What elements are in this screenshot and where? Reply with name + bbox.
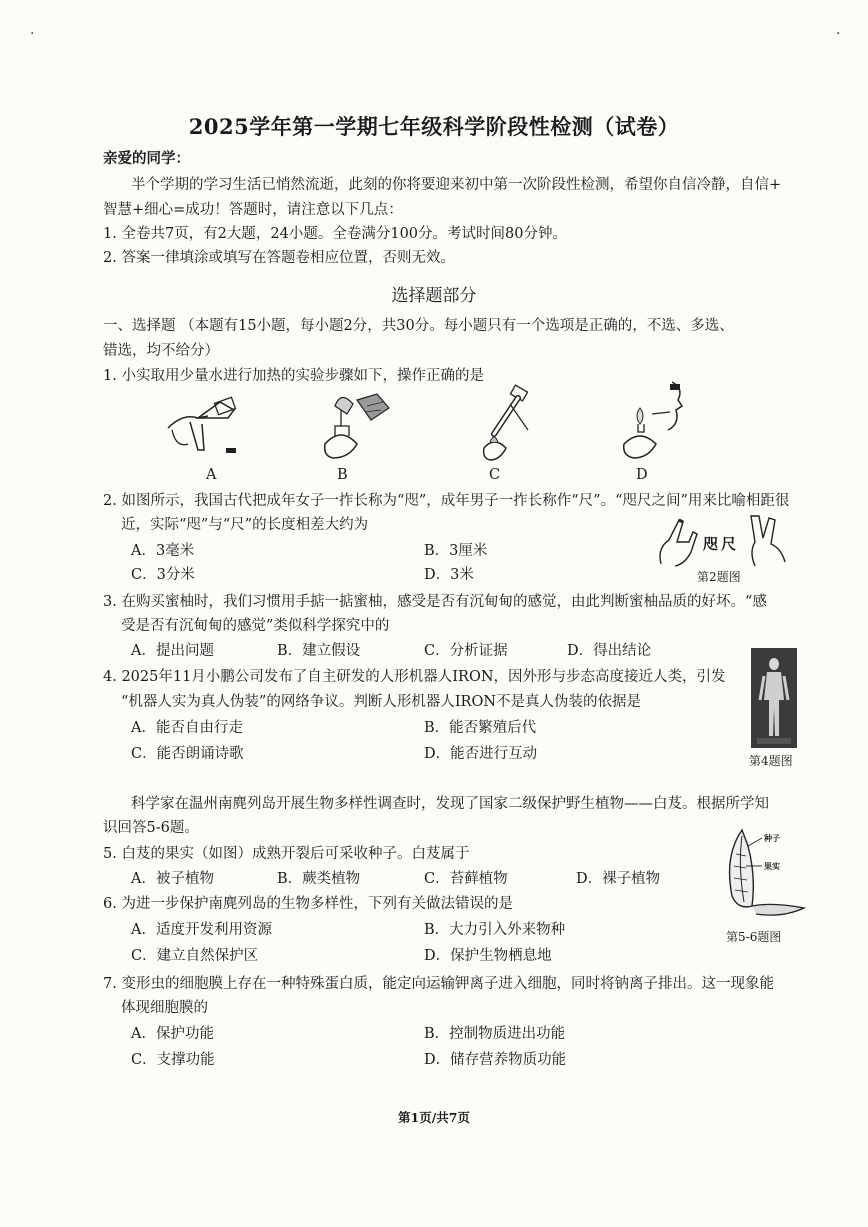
exam-title: 2025学年第一学期七年级科学阶段性检测（试卷） (188, 114, 680, 139)
q3-option-d: D．得出结论 (567, 643, 652, 659)
greeting: 亲爱的同学： (103, 150, 190, 167)
q7-option-a: A．保护功能 (131, 1026, 214, 1042)
q5-plant-figure (712, 826, 810, 924)
q2-stem-line-1: 2. 如图所示，我国古代把成年女子一拃长称为“咫”，成年男子一拃长称作“尺”。“咫尺之间”用来比喻相距很 (103, 493, 790, 509)
q5-option-a: A．被子植物 (131, 871, 214, 887)
q7-stem-line-2: 体现细胞膜的 (121, 1000, 208, 1016)
q2-option-a: A．3毫米 (131, 543, 195, 559)
q5-option-d: D．裸子植物 (576, 871, 661, 887)
q5-label-fruit: 果实 (764, 861, 780, 871)
q4-robot-photo (751, 648, 797, 748)
section-title: 选择题部分 (391, 286, 477, 306)
q4-caption: 第4题图 (749, 754, 793, 768)
q1-figure-a (158, 388, 250, 460)
q3-option-a: A．提出问题 (131, 643, 214, 659)
q5-option-b: B．蕨类植物 (277, 871, 361, 887)
q6-stem: 6. 为进一步保护南麂列岛的生物多样性，下列有关做法错误的是 (103, 896, 513, 912)
q3-option-b: B．建立假设 (277, 643, 361, 659)
q4-option-a: A．能否自由行走 (131, 720, 243, 736)
q5-stem: 5. 白芨的果实（如图）成熟开裂后可采收种子。白芨属于 (103, 846, 470, 862)
q5-6-caption: 第5-6题图 (726, 930, 782, 944)
intro-line-2: 智慧+细心=成功！答题时，请注意以下几点： (103, 202, 403, 218)
q6-option-c: C．建立自然保护区 (131, 948, 259, 964)
q4-stem-line-2: “机器人实为真人伪装”的网络争议。判断人形机器人IRON不是真人伪装的依据是 (121, 694, 642, 710)
q3-option-c: C．分析证据 (424, 643, 508, 659)
q2-option-d: D．3米 (424, 567, 474, 583)
q1-label-b: B (337, 467, 348, 483)
q7-option-d: D．储存营养物质功能 (424, 1052, 567, 1068)
scan-mark-right: · (836, 26, 841, 42)
q1-figure-d (608, 378, 688, 462)
q5-label-seed: 种子 (764, 833, 780, 843)
q4-stem-line-1: 4. 2025年11月小鹏公司发布了自主研发的人形机器人IRON，因外形与步态高度接近人类，引发 (103, 669, 726, 685)
q1-label-a: A (206, 467, 217, 483)
q6-option-a: A．适度开发利用资源 (131, 922, 272, 938)
q2-stem-line-2: 近，实际“咫”与“尺”的长度相差大约为 (121, 517, 369, 533)
q1-label-c: C (489, 467, 501, 483)
q7-option-b: B．控制物质进出功能 (424, 1026, 566, 1042)
q1-label-d: D (636, 467, 648, 483)
part-header-line-1: 一、选择题 （本题有15小题，每小题2分，共30分。每小题只有一个选项是正确的，不选、多选、 (103, 318, 734, 334)
q4-option-b: B．能否繁殖后代 (424, 720, 537, 736)
page-footer: 第1页/共7页 (398, 1110, 470, 1125)
intro-line-1: 半个学期的学习生活已悄然流逝，此刻的你将要迎来初中第一次阶段性检测，希望你自信冷静，自信+ (131, 177, 782, 193)
note-1: 1. 全卷共7页，有2大题，24小题。全卷满分100分。考试时间80分钟。 (103, 226, 567, 242)
q6-option-d: D．保护生物栖息地 (424, 948, 552, 964)
q3-stem-line-1: 3. 在购买蜜柚时，我们习惯用手掂一掂蜜柚，感受是否有沉甸甸的感觉，由此判断蜜柚品质的好坏。“感 (103, 594, 767, 610)
context-line-2: 识回答5-6题。 (103, 820, 199, 836)
context-line-1: 科学家在温州南麂列岛开展生物多样性调查时，发现了国家二级保护野生植物——白芨。根据所学知 (131, 796, 769, 812)
q1-figure-b (305, 386, 405, 462)
q1-stem: 1. 小实取用少量水进行加热的实验步骤如下，操作正确的是 (103, 368, 484, 384)
q3-stem-line-2: 受是否有沉甸甸的感觉”类似科学探究中的 (121, 618, 390, 634)
q4-option-d: D．能否进行互动 (424, 746, 538, 762)
part-header-line-2: 错选，均不给分） (103, 343, 219, 359)
q2-caption: 第2题图 (697, 570, 741, 584)
q2-option-b: B．3厘米 (424, 543, 488, 559)
q7-stem-line-1: 7. 变形虫的细胞膜上存在一种特殊蛋白质，能定向运输钾离子进入细胞，同时将钠离子排出。这一现象能 (103, 976, 774, 992)
q2-option-c: C．3分米 (131, 567, 195, 583)
q2-figure-text: 咫尺 (703, 535, 740, 553)
q7-option-c: C．支撑功能 (131, 1052, 215, 1068)
q4-option-c: C．能否朗诵诗歌 (131, 746, 244, 762)
note-2: 2. 答案一律填涂或填写在答题卷相应位置，否则无效。 (103, 250, 455, 266)
q1-figure-c (470, 384, 540, 464)
q6-option-b: B．大力引入外来物种 (424, 922, 566, 938)
q5-option-c: C．苔藓植物 (424, 871, 508, 887)
scan-mark-left: · (30, 26, 35, 42)
